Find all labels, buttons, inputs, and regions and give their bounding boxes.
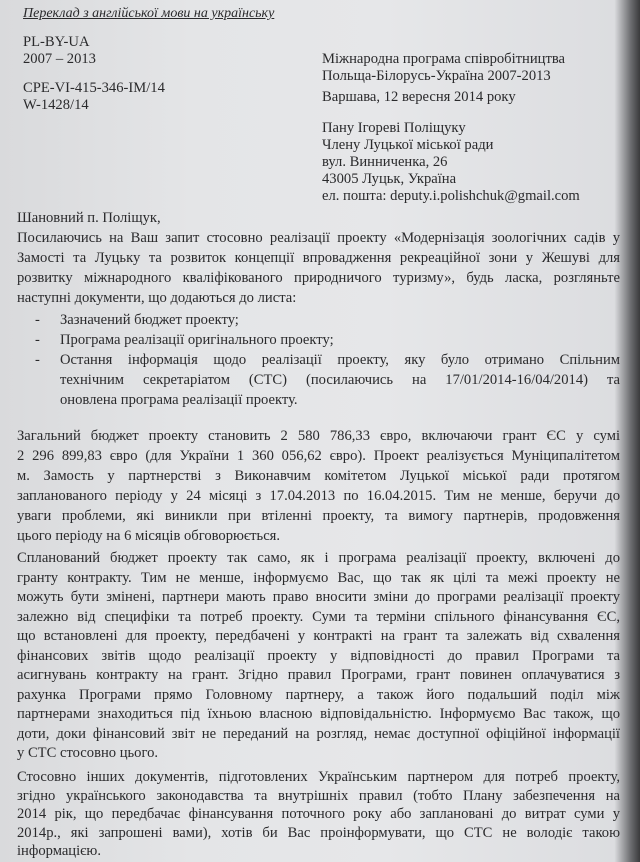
paragraph-line: у СТС стосовно цього.	[17, 745, 159, 761]
ref-code: CPE-VI-415-346-IM/14	[23, 80, 165, 96]
paragraph-line: Стосовно інших документів, підготовлених Українським партнером для потреб проекту,	[17, 769, 620, 785]
bullet-item-line: оновлена програма реалізації проекту.	[60, 392, 298, 408]
recipient-line: вул. Винниченка, 26	[322, 154, 448, 170]
paragraph-line: згідно українського законодавства та внутрішніх правил (тобто Плану забезпечення на	[17, 787, 620, 804]
paragraph-line: що встановлені для проекту, передбачені у контракті на грант та залежать від схвалення	[17, 628, 620, 644]
paragraph-line: Спланований бюджет проекту так само, як і програма реалізації проекту, включені до	[17, 550, 620, 566]
recipient-line: Члену Луцької міської ради	[322, 137, 494, 153]
salutation: Шановний п. Поліщук,	[17, 210, 161, 226]
bullet-item-line: технічним секретаріатом (СТС) (посилаючись на 17/01/2014-16/04/2014) та	[60, 372, 620, 388]
translation-note: Переклад з англійської мови на українську	[23, 6, 275, 21]
sender-line: Міжнародна програма співробітництва	[322, 51, 566, 67]
recipient-line: 43005 Луцьк, Україна	[322, 171, 457, 187]
paragraph-line: Посилаючись на Ваш запит стосовно реалізації проекту «Модернізація зоологічних садів у	[17, 230, 620, 246]
paragraph-line: доти, доки фінансовий звіт не переданий на розгляд, немає доступної офіційної інформації	[17, 725, 620, 742]
bullet-marker: -	[35, 352, 40, 368]
paragraph-line: 2 296 899,83 євро (для України 1 360 056,62 євро). Проект реалізується Муніципалітетом	[17, 448, 620, 464]
paragraph-line: 2014р., які запрошені вами), хотів би Вас проінформувати, що СТС не володіє такою	[17, 824, 620, 841]
paragraph-line: можуть бути змінені, партнери мають право вносити зміни до програми реалізації проекту	[17, 589, 620, 605]
sender-line: Польща-Білорусь-Україна 2007-2013	[322, 68, 551, 84]
email-link[interactable]: deputy.i.polishchuk@gmail.com	[390, 188, 580, 204]
paragraph-line: фінансових звітів щодо реалізації проекту у відповідності до правил Програми та	[17, 647, 620, 664]
bullet-item-line: Зазначений бюджет проекту;	[60, 312, 239, 328]
paragraph-line: наступні документи, що додаються до листа:	[17, 290, 297, 306]
paragraph-line: гранту контракту. Тим не менше, інформуємо Вас, що так як цілі та межі проекту не	[17, 569, 620, 586]
bullet-marker: -	[35, 332, 40, 348]
paragraph-line: уваги проблеми, які виникли при втіленні проекту, та вимогу партнерів, продовження	[17, 508, 620, 524]
recipient-email	[322, 188, 580, 205]
paragraph-line: Загальний бюджет проекту становить 2 580 786,33 євро, включаючи грант ЄС у сумі	[17, 428, 620, 444]
paragraph-line: розвитку міжнародного кваліфікованого природничого туризму», будь ласка, розгляньте	[17, 270, 620, 286]
paragraph-line: рахунка Програми прямо Головному партнеру, а також його подальший поділ між	[17, 686, 620, 703]
paragraph-line: Замості та Луцьку та розвиток концепції впровадження рекреаційної зони у Жешуві для	[17, 250, 620, 266]
ref-years: 2007 – 2013	[23, 51, 96, 67]
paragraph-line: асигнувань контракту на грант. Згідно правил Програми, грант повинен оплачуватися з	[17, 667, 620, 683]
bullet-item-line: Програма реалізації оригінального проекту;	[60, 332, 334, 348]
paragraph-line: партнерами знаходиться під їхньою власною відповідальністю. Інформуємо Вас також, що	[17, 706, 620, 722]
paragraph-line: 2014 рік, що передбачає фінансування поточного року або заплановані до витрат суми у	[17, 806, 620, 822]
email-label: ел. пошта:	[322, 188, 387, 204]
paragraph-line: цього періоду на 6 місяців обговорюється.	[17, 528, 281, 544]
recipient-line: Пану Ігореві Поліщуку	[322, 120, 466, 136]
bullet-item-line: Остання інформація щодо реалізації проекту, яку було отримано Спільним	[60, 352, 620, 368]
ref-program: PL-BY-UA	[23, 34, 90, 50]
paragraph-line: м. Замость у партнерстві з Виконавчим комітетом Луцької міської ради протягом	[17, 468, 620, 484]
paragraph-line: залежно від специфіки та потреб проекту. Суми та терміни спільного фінансування ЄС,	[17, 608, 620, 625]
ref-number: W-1428/14	[23, 97, 89, 113]
letter-date: Варшава, 12 вересня 2014 року	[322, 89, 516, 105]
paragraph-line: інформацією.	[17, 843, 101, 859]
paragraph-line: запланованого періоду у 24 місяці з 17.04.2013 по 16.04.2015. Тим не менше, беручи до	[17, 488, 620, 504]
bullet-marker: -	[35, 312, 40, 328]
